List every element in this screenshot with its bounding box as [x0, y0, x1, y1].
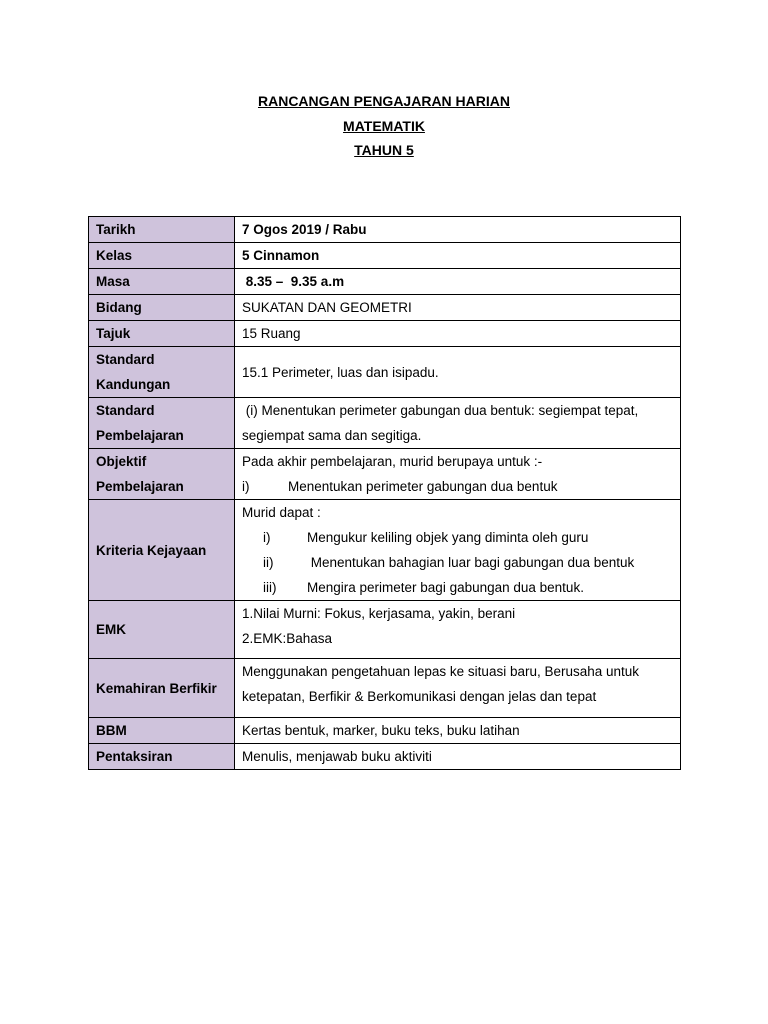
label-kelas: Kelas	[89, 243, 235, 269]
label-tarikh: Tarikh	[89, 217, 235, 243]
value-kriteria	[235, 500, 681, 601]
value-objektif	[235, 449, 681, 500]
value-standard-kandungan: 15.1 Perimeter, luas dan isipadu.	[235, 347, 681, 398]
title-rph: RANCANGAN PENGAJARAN HARIAN	[257, 93, 510, 109]
label-bbm: BBM	[89, 718, 235, 744]
row-kelas	[89, 243, 681, 269]
row-kriteria	[89, 500, 681, 601]
row-emk	[89, 601, 681, 659]
value-standard-pembelajaran	[235, 398, 681, 449]
list-text: Mengukur keliling objek yang diminta oleh guru	[307, 530, 589, 545]
text-line: ketepatan, Berfikir & Berkomunikasi dengan jelas dan tepat	[242, 689, 597, 704]
row-bidang	[89, 295, 681, 321]
list-text: Menentukan bahagian luar bagi gabungan dua bentuk	[307, 555, 635, 570]
list-text: Menentukan perimeter gabungan dua bentuk	[288, 479, 558, 494]
row-standard-kandungan	[89, 347, 681, 398]
label-tajuk: Tajuk	[89, 321, 235, 347]
label-kemahiran: Kemahiran Berfikir	[89, 659, 235, 718]
text-line: Pada akhir pembelajaran, murid berupaya untuk :-	[242, 454, 543, 469]
row-pentaksiran	[89, 744, 681, 770]
value-pentaksiran: Menulis, menjawab buku aktiviti	[235, 744, 681, 770]
value-masa: 8.35 – 9.35 a.m	[235, 269, 681, 295]
value-emk	[235, 601, 681, 659]
list-number: i)	[242, 479, 250, 494]
label-standard-kandungan	[89, 347, 235, 398]
text-line: Menggunakan pengetahuan lepas ke situasi baru, Berusaha untuk	[242, 664, 640, 679]
label-line: Standard	[96, 352, 155, 367]
document-header	[0, 90, 768, 164]
list-item	[242, 525, 673, 550]
row-standard-pembelajaran	[89, 398, 681, 449]
label-standard-pembelajaran	[89, 398, 235, 449]
row-tarikh	[89, 217, 681, 243]
value-tarikh: 7 Ogos 2019 / Rabu	[235, 217, 681, 243]
list-number: i)	[263, 530, 271, 545]
label-pentaksiran: Pentaksiran	[89, 744, 235, 770]
list-number: iii)	[263, 580, 277, 595]
text-line: 2.EMK:Bahasa	[242, 631, 333, 646]
label-objektif	[89, 449, 235, 500]
label-line: Pembelajaran	[96, 428, 184, 443]
value-tajuk: 15 Ruang	[235, 321, 681, 347]
label-line: Pembelajaran	[96, 479, 184, 494]
title-year: TAHUN 5	[354, 142, 414, 158]
label-line: Objektif	[96, 454, 147, 469]
row-masa	[89, 269, 681, 295]
value-kemahiran	[235, 659, 681, 718]
label-line: Standard	[96, 403, 155, 418]
value-bidang: SUKATAN DAN GEOMETRI	[235, 295, 681, 321]
list-item	[242, 575, 673, 600]
label-emk: EMK	[89, 601, 235, 659]
list-text: Mengira perimeter bagi gabungan dua bentuk.	[307, 580, 584, 595]
row-kemahiran	[89, 659, 681, 718]
text-line: 1.Nilai Murni: Fokus, kerjasama, yakin, berani	[242, 606, 516, 621]
label-kriteria: Kriteria Kejayaan	[89, 500, 235, 601]
value-bbm: Kertas bentuk, marker, buku teks, buku latihan	[235, 718, 681, 744]
title-subject: MATEMATIK	[343, 117, 425, 134]
value-kelas: 5 Cinnamon	[235, 243, 681, 269]
lesson-plan-table	[88, 216, 681, 770]
list-item	[242, 474, 673, 499]
row-bbm	[89, 718, 681, 744]
row-objektif	[89, 449, 681, 500]
label-masa: Masa	[89, 269, 235, 295]
text-line: (i) Menentukan perimeter gabungan dua bentuk: segiempat tepat,	[242, 403, 639, 418]
list-number: ii)	[263, 555, 274, 570]
row-tajuk	[89, 321, 681, 347]
text-line: Murid dapat :	[242, 505, 321, 520]
list-item	[242, 550, 673, 575]
label-line: Kandungan	[96, 377, 171, 392]
text-line: segiempat sama dan segitiga.	[242, 428, 422, 443]
label-bidang: Bidang	[89, 295, 235, 321]
